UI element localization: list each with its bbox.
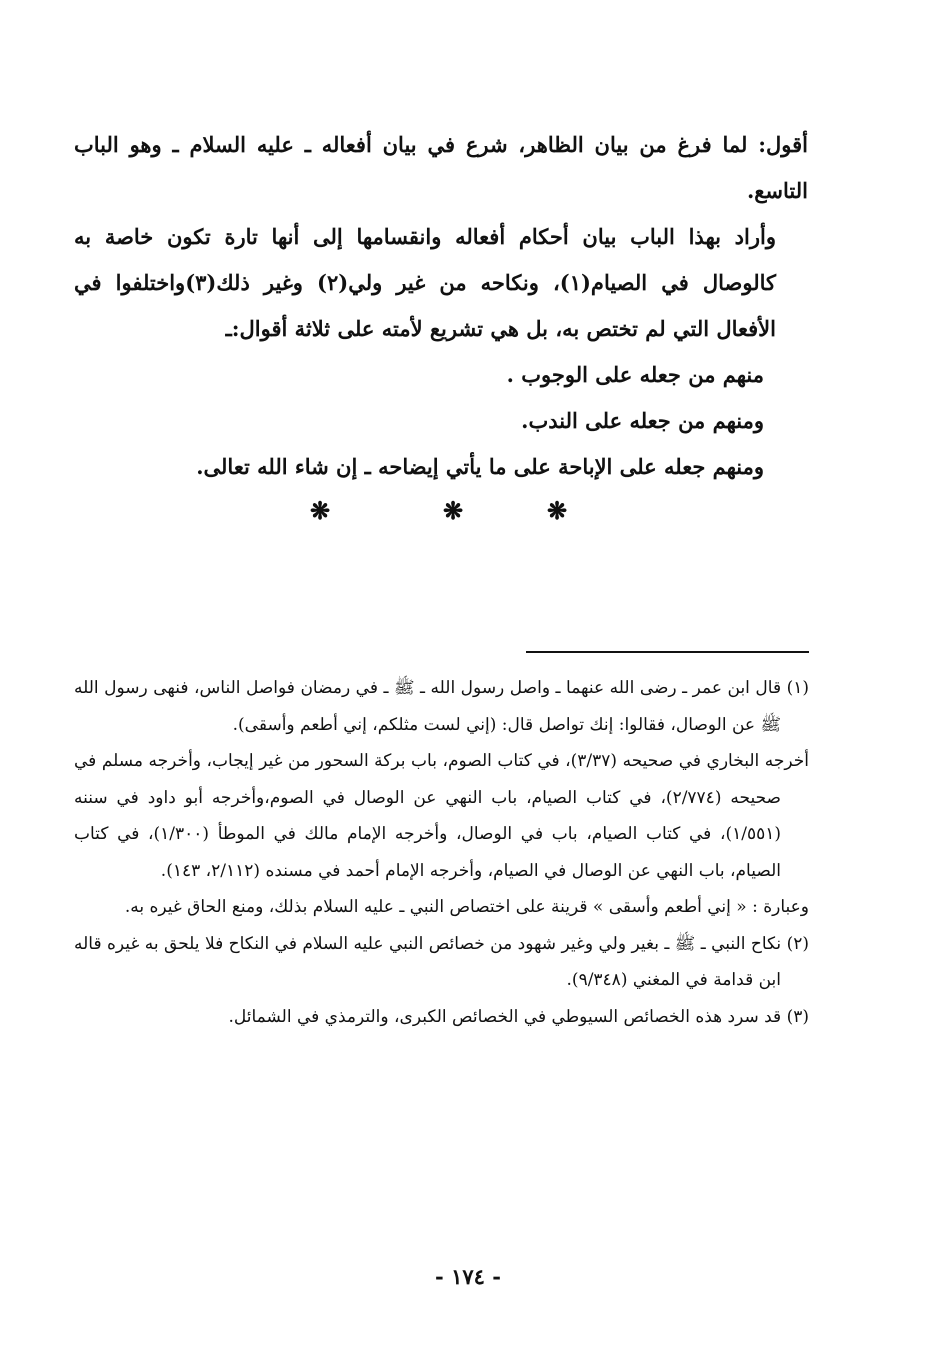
main-text	[74, 122, 808, 490]
footnote-1-takhrij: أخرجه البخاري في صحيحه (٣/٣٧)، في كتاب الصوم، باب بركة السحور من غير إيجاب، وأخرجه مسلم في صحيحه (٢/٧٧٤)، في كتاب الصيام، باب النهي عن الوصال في الصوم،وأخرجه أبو داود في سننه (١/٥٥١)، في كتاب الصيام، باب في الوصال، وأخرجه الإمام مالك في الموطأ (١/٣٠٠)، في كتاب الصيام، باب النهي عن الوصال في الصيام، وأخرجه الإمام أحمد في مسنده (٢/١١٢، ١٤٣).	[74, 751, 810, 881]
page-number: - ١٧٤ -	[435, 1264, 501, 1289]
view-permissibility: ومنهم جعله على الإباحة على ما يأتي إيضاحه ـ إن شاء الله تعالى.	[196, 454, 764, 479]
discussion-paragraph: وأراد بهذا الباب بيان أحكام أفعاله وانقسامها إلى أنها تارة تكون خاصة به كالوصال في الصيام(١)، ونكاحه من غير ولي(٢) وغير ذلك(٣)واختلفوا في الأفعال التي لم تختص به، بل هي تشريع لأمته على ثلاثة أقوال:ـ	[74, 224, 776, 341]
star-ornament-icon: ❋	[546, 496, 568, 525]
footnote-1: (١) قال ابن عمر ـ رضى الله عنهما ـ واصل رسول الله ـ ﷺ ـ في رمضان فواصل الناس، فنهى رسول الله ﷺ عن الوصال، فقالوا: إنك تواصل قال: (إني لست مثلكم، إني أطعم وأسقى).	[74, 678, 809, 735]
footnote-divider	[526, 651, 809, 653]
footnote-1-comment: وعبارة : « إني أطعم وأسقى » قرينة على اختصاص النبي ـ عليه السلام بذلك، ومنع الحاق غيره به.	[124, 897, 809, 917]
view-recommendation: ومنهم من جعله على الندب.	[521, 408, 764, 433]
footnote-3: (٣) قد سرد هذه الخصائص السيوطي في الخصائص الكبرى، والترمذي في الشمائل.	[228, 1006, 809, 1027]
intro-paragraph: أقول: لما فرغ من بيان الظاهر، شرع في بيان أفعاله ـ عليه السلام ـ وهو الباب التاسع.	[74, 132, 808, 203]
view-obligation: منهم من جعله على الوجوب .	[506, 362, 764, 387]
footnote-2: (٢) نكاح النبي ـ ﷺ ـ بغير ولي وغير شهود من خصائص النبي عليه السلام في النكاح فلا يلحق به غيره قاله ابن قدامة في المغني (٩/٣٤٨).	[74, 933, 809, 990]
section-separator	[0, 496, 936, 526]
star-ornament-icon: ❋	[309, 496, 331, 525]
star-ornament-icon: ❋	[442, 496, 464, 525]
footnotes	[74, 670, 809, 1035]
